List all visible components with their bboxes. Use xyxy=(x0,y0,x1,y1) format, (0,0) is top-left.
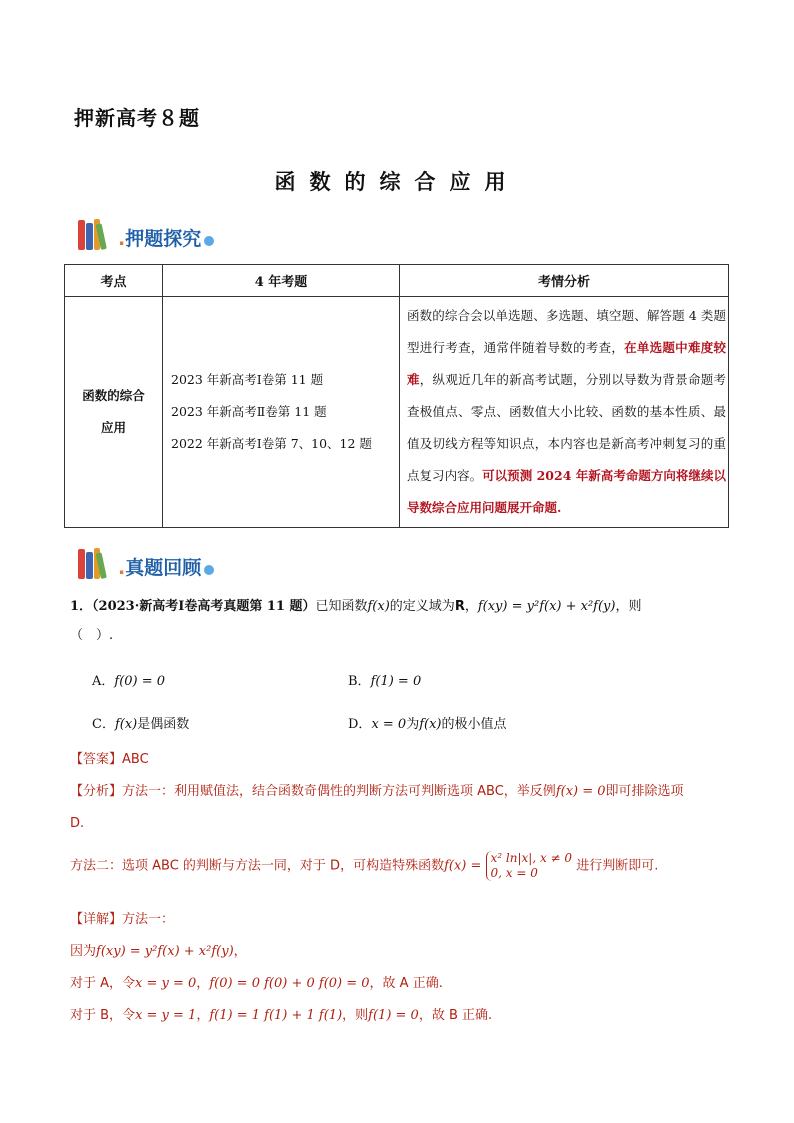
section-heading-predict xyxy=(76,214,214,250)
analysis-line-2: D. xyxy=(70,816,85,831)
detail-line-1: 因为f(xy) = y²f(x) + x²f(y)， xyxy=(70,944,247,959)
detail-line-3: 对于 B，令x = y = 1，f(1) = 1 f(1) + 1 f(1)，则f(1) = 0，故 B 正确. xyxy=(70,1008,493,1023)
header-label: 押新高考８题 xyxy=(74,106,200,130)
table-cell-exams: 2023 年新高考Ⅰ卷第 11 题 2023 年新高考Ⅱ卷第 11 题 2022 年新高考Ⅰ卷第 7、10、12 题 xyxy=(163,297,400,528)
table-header-analysis: 考情分析 xyxy=(400,265,729,297)
exam-analysis-table xyxy=(64,264,729,528)
table-cell-analysis: 函数的综合会以单选题、多选题、填空题、解答题 4 类题型进行考查，通常伴随着导数的考查，在单选题中难度较难，纵观近几年的新高考试题，分别以导数为背景命题考查极值点、零点、函数值大小比较、函数的基本性质、最值及切线方程等知识点，本内容也是新高考冲刺复习的重点复习内容。可以预测 2024 年新高考命题方向将继续以导数综合应用问题展开命题. xyxy=(400,297,729,528)
answer-line: 【答案】ABC xyxy=(70,752,149,767)
question-source: （2023·新高考Ⅰ卷高考真题第 11 题） xyxy=(92,599,316,614)
option-d: D．x = 0为f(x)的极小值点 xyxy=(348,717,507,732)
detail-line-2: 对于 A，令x = y = 0，f(0) = 0 f(0) + 0 f(0) = 0，故 A 正确. xyxy=(70,976,443,991)
analysis-line-1: 【分析】方法一：利用赋值法，结合函数奇偶性的判断方法可判断选项 ABC，举反例f(x) = 0即可排除选项 xyxy=(70,784,684,799)
dot-icon xyxy=(204,565,214,575)
question-number: 1． xyxy=(70,599,93,614)
page-title: 函数的综合应用 xyxy=(274,169,520,194)
option-b: B．f(1) = 0 xyxy=(348,674,422,689)
option-c: C．f(x)是偶函数 xyxy=(92,717,190,732)
section-title: .押题探究 xyxy=(118,228,202,250)
books-icon xyxy=(76,217,116,250)
table-header-exams: 4 年考题 xyxy=(163,265,400,297)
books-icon xyxy=(76,546,116,579)
detail-label-line: 【详解】方法一： xyxy=(70,912,175,927)
question: 1．（2023·新高考Ⅰ卷高考真题第 11 题）已知函数f(x)的定义域为R，f(xy) = y²f(x) + x²f(y)，则 （ ）. xyxy=(70,596,730,646)
piecewise-function: x² ln|x|, x ≠ 0 0, x = 0 xyxy=(486,851,573,881)
analysis-method-2: 方法二：选项 ABC 的判断与方法一同，对于 D，可构造特殊函数f(x) = x² ln|x|, x ≠ 0 0, x = 0 进行判断即可. xyxy=(70,851,659,880)
table-cell-topic: 函数的综合 应用 xyxy=(65,297,163,528)
question-blank: （ ）. xyxy=(70,628,114,643)
section-title: .真题回顾 xyxy=(118,557,202,579)
option-a: A．f(0) = 0 xyxy=(92,674,166,689)
section-heading-review xyxy=(76,543,214,579)
dot-icon xyxy=(204,236,214,246)
table-header-topic: 考点 xyxy=(65,265,163,297)
